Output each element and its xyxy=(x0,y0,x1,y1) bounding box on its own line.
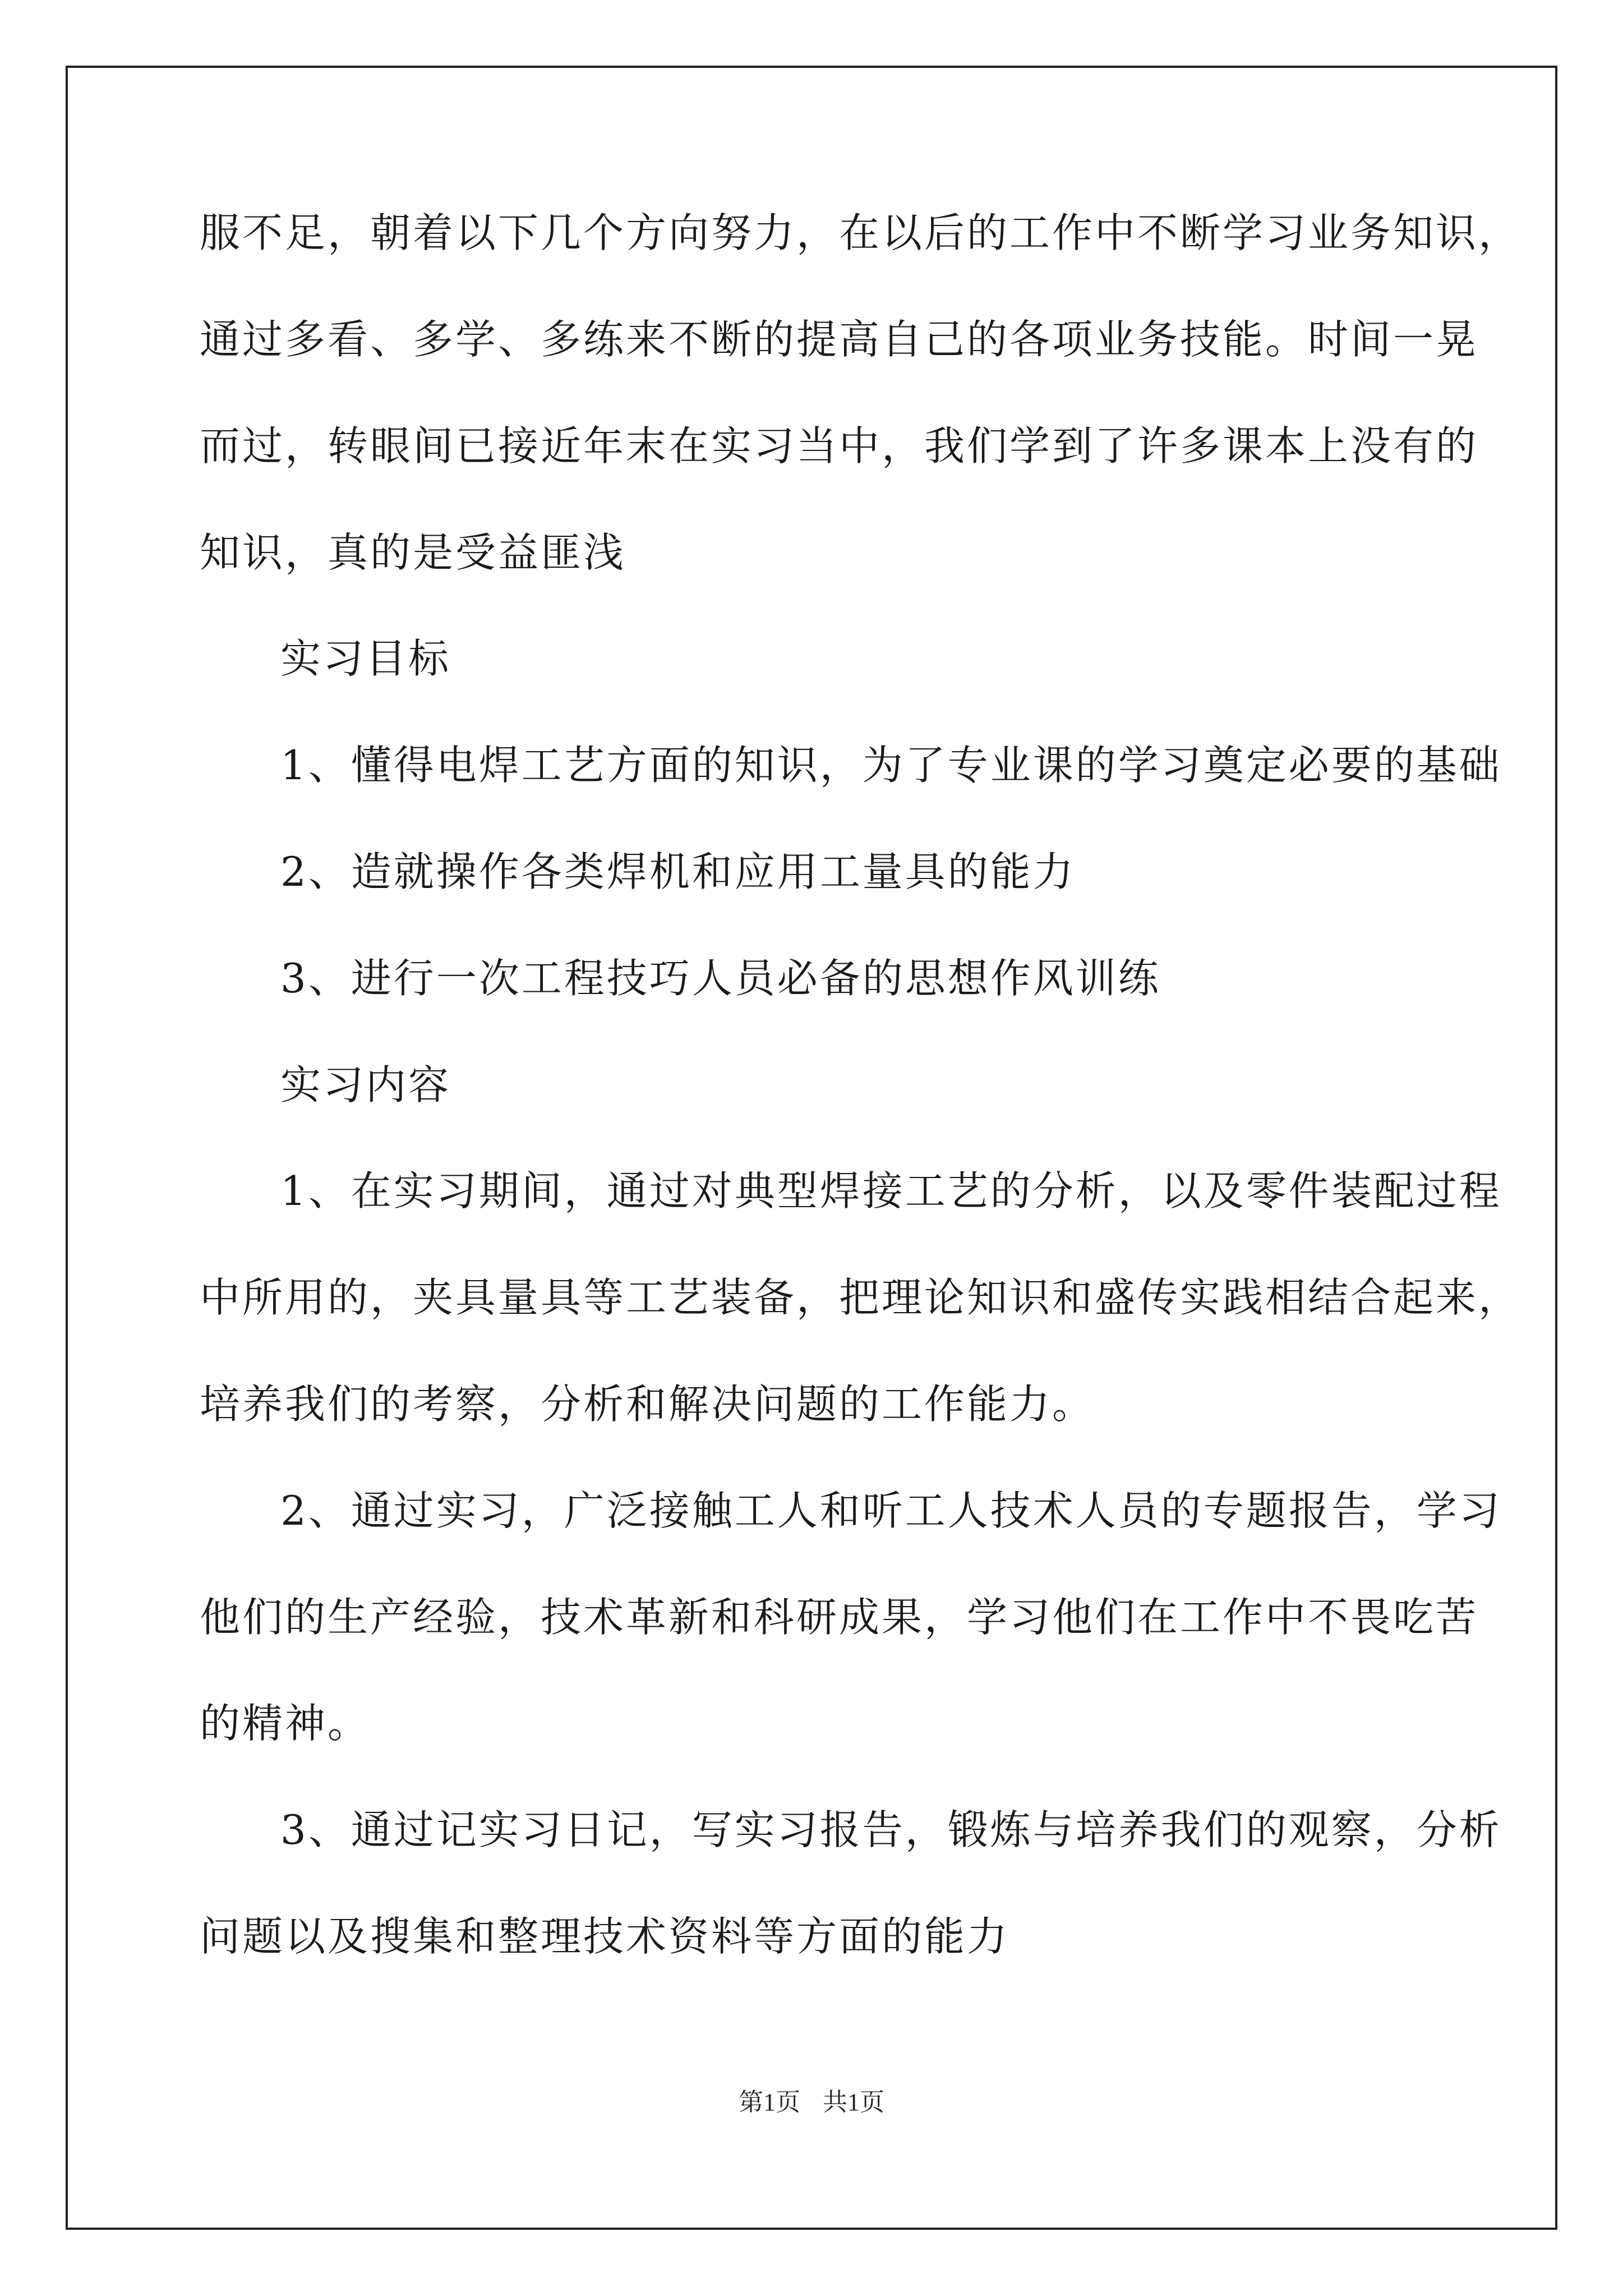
list-item: 3、进行一次工程技巧人员必备的思想作风训练 xyxy=(280,955,1161,1002)
paragraph-line: 而过，转眼间已接近年末在实习当中，我们学到了许多课本上没有的 xyxy=(200,422,1479,470)
paragraph-line: 1、在实习期间，通过对典型焊接工艺的分析，以及零件装配过程 xyxy=(280,1167,1502,1214)
page-border xyxy=(66,66,1557,2230)
paragraph-line: 3、通过记实习日记，写实习报告，锻炼与培养我们的观察，分析 xyxy=(280,1806,1502,1853)
section-heading-goals: 实习目标 xyxy=(280,635,451,682)
list-item: 1、懂得电焊工艺方面的知识，为了专业课的学习奠定必要的基础 xyxy=(280,742,1502,789)
paragraph-line: 中所用的，夹具量具等工艺装备，把理论知识和盛传实践相结合起来， xyxy=(200,1274,1521,1321)
section-heading-content: 实习内容 xyxy=(280,1061,451,1108)
paragraph-line: 他们的生产经验，技术革新和科研成果，学习他们在工作中不畏吃苦 xyxy=(200,1594,1479,1641)
page-total: 共1页 xyxy=(823,2088,884,2116)
list-item: 2、造就操作各类焊机和应用工量具的能力 xyxy=(280,848,1076,895)
page-footer xyxy=(0,2086,1623,2119)
page-number: 第1页 xyxy=(739,2088,800,2116)
paragraph-line: 培养我们的考察，分析和解决问题的工作能力。 xyxy=(200,1381,1095,1428)
paragraph-line: 知识，真的是受益匪浅 xyxy=(200,529,626,576)
paragraph-line: 的精神。 xyxy=(200,1700,371,1747)
paragraph-line: 服不足，朝着以下几个方向努力，在以后的工作中不断学习业务知识， xyxy=(200,209,1521,256)
paragraph-line: 2、通过实习，广泛接触工人和听工人技术人员的专题报告，学习 xyxy=(280,1487,1502,1534)
paragraph-line: 通过多看、多学、多练来不断的提高自己的各项业务技能。时间一晃 xyxy=(200,316,1479,363)
paragraph-line: 问题以及搜集和整理技术资料等方面的能力 xyxy=(200,1913,1010,1960)
